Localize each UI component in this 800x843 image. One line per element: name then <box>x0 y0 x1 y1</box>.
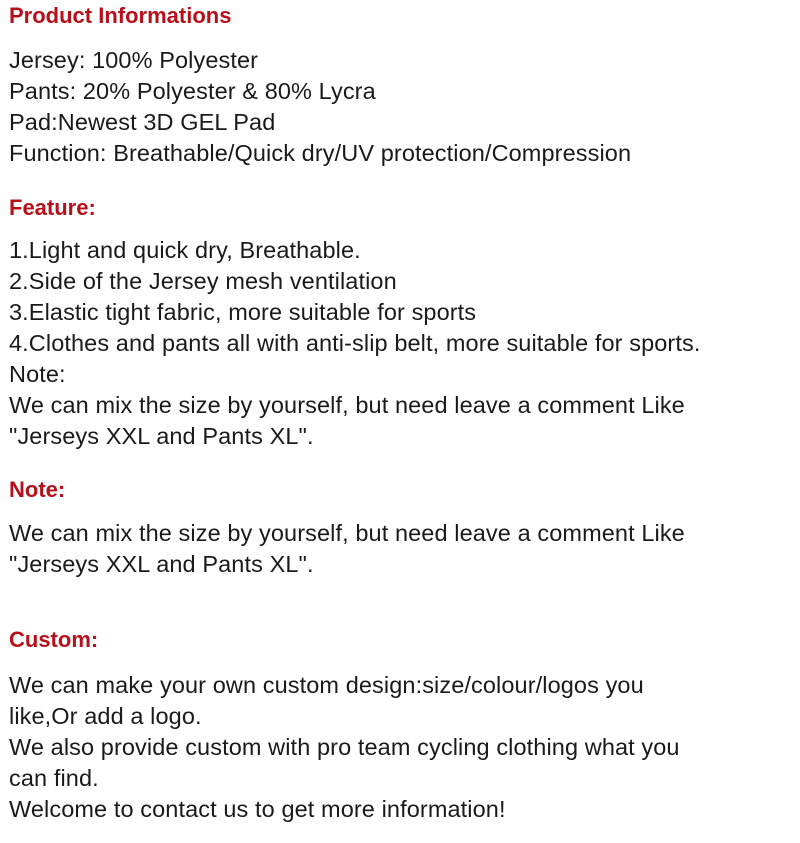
note-heading: Note: <box>9 477 66 502</box>
feature-item-2: 2.Side of the Jersey mesh ventilation <box>9 268 397 294</box>
feature-heading: Feature: <box>9 195 96 220</box>
feature-note-text-1: We can mix the size by yourself, but need leave a comment Like <box>9 392 685 418</box>
note-text-1: We can mix the size by yourself, but need leave a comment Like <box>9 520 685 546</box>
custom-text-3: We also provide custom with pro team cycling clothing what you <box>9 734 680 760</box>
note-text-2: "Jerseys XXL and Pants XL". <box>9 551 314 577</box>
feature-note-label: Note: <box>9 361 66 387</box>
custom-text-4: can find. <box>9 765 99 791</box>
custom-text-2: like,Or add a logo. <box>9 703 202 729</box>
custom-text-1: We can make your own custom design:size/colour/logos you <box>9 672 644 698</box>
feature-item-3: 3.Elastic tight fabric, more suitable for sports <box>9 299 477 325</box>
custom-text-5: Welcome to contact us to get more information! <box>9 796 506 822</box>
product-function-line: Function: Breathable/Quick dry/UV protection/Compression <box>9 140 632 166</box>
feature-note-text-2: "Jerseys XXL and Pants XL". <box>9 423 314 449</box>
product-jersey-line: Jersey: 100% Polyester <box>9 47 259 73</box>
product-info-heading: Product Informations <box>9 3 232 28</box>
feature-item-1: 1.Light and quick dry, Breathable. <box>9 237 361 263</box>
product-pants-line: Pants: 20% Polyester & 80% Lycra <box>9 78 376 104</box>
product-pad-line: Pad:Newest 3D GEL Pad <box>9 109 276 135</box>
feature-item-4: 4.Clothes and pants all with anti-slip belt, more suitable for sports. <box>9 330 701 356</box>
custom-heading: Custom: <box>9 627 99 652</box>
